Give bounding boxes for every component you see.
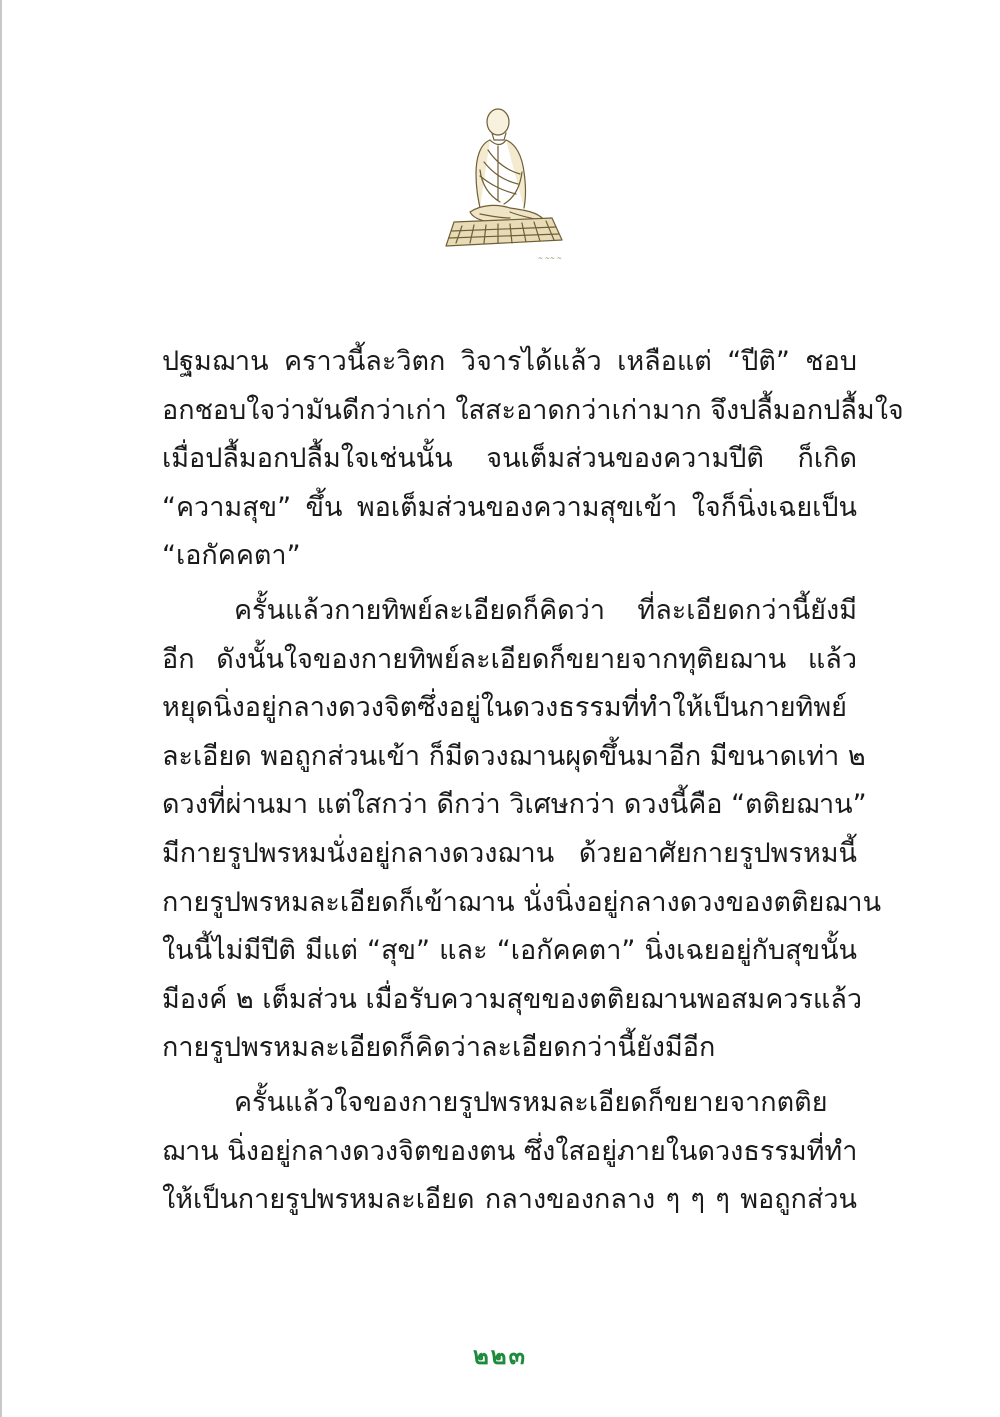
text-line: “ความสุข” ขึ้น พอเต็มส่วนของความสุขเข้า ใจก็นิ่งเฉยเป็น: [162, 491, 857, 523]
seated-meditating-monk-drawing-icon: [440, 100, 570, 265]
text-line: “เอกัคคตา”: [162, 540, 301, 572]
text-line: อกชอบใจว่ามันดีกว่าเก่า ใสสะอาดกว่าเก่ามาก จึงปลื้มอกปลื้มใจ: [162, 394, 904, 426]
text-line: หยุดนิ่งอยู่กลางดวงจิตซึ่งอยู่ในดวงธรรมที่ทำให้เป็นกายทิพย์: [162, 692, 847, 724]
text-line: ครั้นแล้วกายทิพย์ละเอียดก็คิดว่า ที่ละเอียดกว่านี้ยังมี: [234, 594, 857, 626]
body-text: [162, 338, 904, 1231]
page-edge-rule: [0, 0, 2, 1417]
text-line: ปฐมฌาน คราวนี้ละวิตก วิจารได้แล้ว เหลือแต่ “ปีติ” ชอบ: [162, 346, 857, 377]
text-line: มีองค์ ๒ เต็มส่วน เมื่อรับความสุขของตติยฌานพอสมควรแล้ว: [162, 983, 863, 1015]
paragraph-2: [162, 587, 882, 1073]
text-line: ให้เป็นกายรูปพรหมละเอียด กลางของกลาง ๆ ๆ ๆ พอถูกส่วน: [162, 1184, 857, 1216]
text-line: มีกายรูปพรหมนั่งอยู่กลางดวงฌาน ด้วยอาศัยกายรูปพรหมนี้: [162, 837, 857, 869]
text-line: กายรูปพรหมละเอียดก็คิดว่าละเอียดกว่านี้ยังมีอีก: [162, 1032, 716, 1064]
text-line: เมื่อปลื้มอกปลื้มใจเช่นนั้น จนเต็มส่วนของความปีติ ก็เกิด: [162, 443, 857, 475]
text-line: ละเอียด พอถูกส่วนเข้า ก็มีดวงฌานผุดขึ้นมาอีก มีขนาดเท่า ๒: [162, 740, 866, 772]
text-line: กายรูปพรหมละเอียดก็เข้าฌาน นั่งนิ่งอยู่กลางดวงของตติยฌาน: [162, 886, 882, 918]
text-line: อีก ดังนั้นใจของกายทิพย์ละเอียดก็ขยายจากทุติยฌาน แล้ว: [162, 643, 857, 675]
svg-text:~ ~~ ~: ~ ~~ ~: [538, 255, 562, 262]
text-line: ในนี้ไม่มีปีติ มีแต่ “สุข” และ “เอกัคคตา” นิ่งเฉยอยู่กับสุขนั้น: [162, 935, 857, 967]
text-line: ดวงที่ผ่านมา แต่ใสกว่า ดีกว่า วิเศษกว่า ดวงนี้คือ “ตติยฌาน”: [162, 789, 867, 821]
text-line: ฌาน นิ่งอยู่กลางดวงจิตของตน ซึ่งใสอยู่ภายในดวงธรรมที่ทำ: [162, 1135, 858, 1167]
text-line: ครั้นแล้วใจของกายรูปพรหมละเอียดก็ขยายจากตติย: [234, 1086, 828, 1118]
paragraph-1: [162, 338, 904, 581]
page-number: ๒๒๓: [472, 1342, 528, 1370]
paragraph-3: [162, 1079, 857, 1225]
